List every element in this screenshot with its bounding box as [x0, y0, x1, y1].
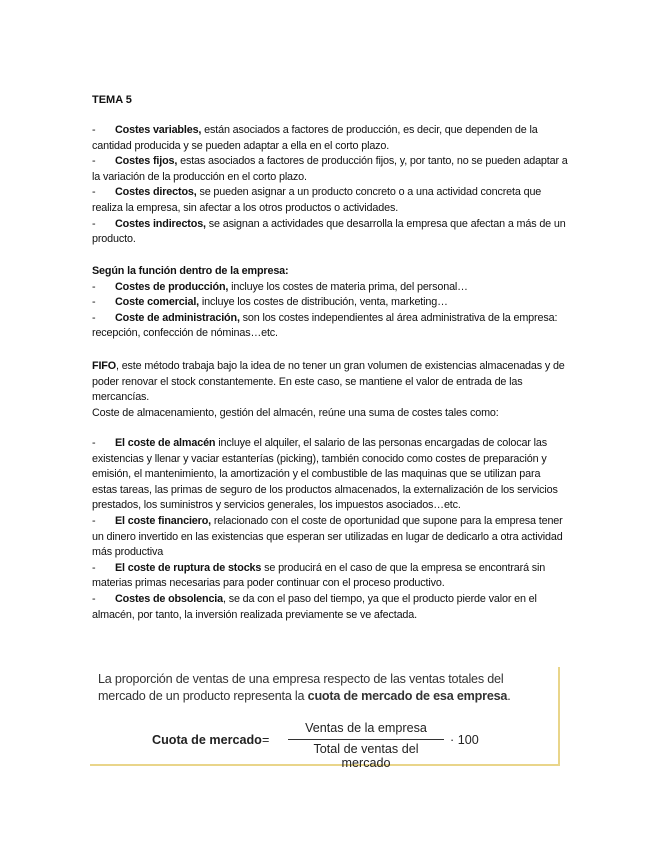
costs-list	[92, 123, 568, 248]
section-heading: Según la función dentro de la empresa:	[92, 265, 289, 277]
fraction-bar	[288, 739, 444, 740]
list-item: - El coste de almacén incluye el alquiler, el salario de las personas encargadas de colocar las existencias y llenar y vaciar estanterías (picking), también conocido como costes de preparación y emisión, el mantenimiento, la amortización y el combustible de las maquinas que se utilizan para estas tareas, las primas de seguro de los productos almacenados, la externalización de los servicios prestados, los suministros y servicios generales, los impuestos asociados…etc.	[92, 437, 558, 512]
formula-denominator: Total de ventas del mercado	[313, 742, 419, 770]
list-item: - Coste de administración, son los costes independientes al área administrativa de la empresa: recepción, confección de nóminas…etc.	[92, 311, 558, 340]
list-item: - Costes fijos, estas asociados a factores de producción fijos, y, por tanto, no se pueden adaptar a la variación de la producción en el corto plazo.	[92, 155, 568, 183]
function-section	[92, 264, 568, 342]
market-share-formula	[152, 721, 512, 770]
list-item: - Costes directos, se pueden asignar a un producto concreto o a una actividad concreta que realiza la empresa, sin afectar a los otros productos o actividades.	[92, 186, 542, 214]
formula-multiplier: · 100	[450, 733, 479, 747]
page-title: TEMA 5	[92, 94, 132, 106]
list-item: - Costes de obsolencia, se da con el paso del tiempo, ya que el producto pierde valor en el almacén, por tanto, la inversión realizada previamente se ve afectada.	[92, 592, 537, 621]
formula-label: Cuota de mercado	[152, 733, 262, 747]
storage-intro: Coste de almacenamiento, gestión del almacén, reúne una suma de costes tales como:	[92, 406, 499, 419]
list-item: - El coste financiero, relacionado con el coste de oportunidad que supone para la empresa tener un dinero invertido en las existencias que esperan ser utilizadas en lugar de dedicarlo a otra actividad más productiva	[92, 514, 563, 559]
fifo-paragraph: FIFO, este método trabaja bajo la idea de no tener un gran volumen de existencias almacenadas y de poder renovar el stock constantemente. En este caso, se mantiene el valor de entrada de las mercancías. Coste de almacenamiento, gestión del almacén, reúne una suma de costes tales como:	[92, 359, 568, 421]
storage-costs-list	[92, 436, 568, 623]
box-text: La proporción de ventas de una empresa respecto de las ventas totales del mercado de un producto representa la cuota de mercado de esa empresa.	[98, 672, 511, 703]
formula-numerator: Ventas de la empresa	[305, 721, 427, 735]
market-share-box	[90, 667, 560, 770]
list-item: - Costes indirectos, se asignan a actividades que desarrolla la empresa que afectan a más de un producto.	[92, 217, 566, 246]
formula-equals: =	[262, 733, 270, 747]
list-item: - Coste comercial, incluye los costes de distribución, venta, marketing…	[92, 296, 448, 309]
list-item: - El coste de ruptura de stocks se producirá en el caso de que la empresa se encontrará sin materias primas necesarias para poder continuar con el proceso productivo.	[92, 561, 546, 590]
list-item: - Costes de producción, incluye los costes de materia prima, del personal…	[92, 280, 468, 293]
list-item: - Costes variables, están asociados a factores de producción, es decir, que dependen de la cantidad producida y se pueden adaptar a ella en el corto plazo.	[92, 124, 538, 152]
